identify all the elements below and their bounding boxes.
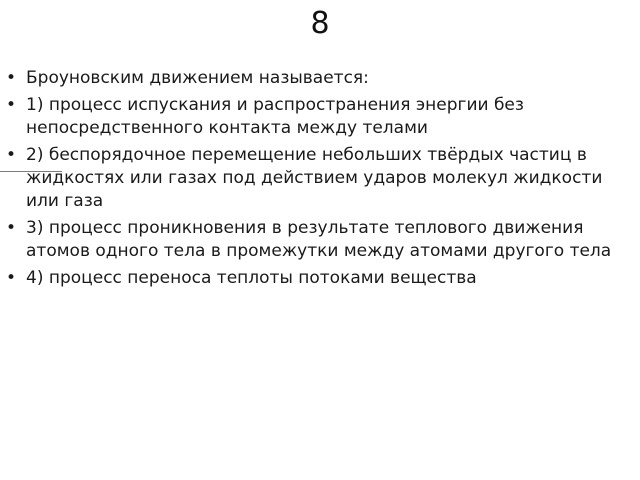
answer-option-text: 1) процесс испускания и распространения энергии без непосредственного контакта между телами (26, 95, 524, 138)
bullet-dot-icon: • (6, 145, 17, 165)
answer-option-4 (6, 267, 626, 290)
bullet-dot-icon: • (6, 268, 17, 288)
answer-option-2 (6, 144, 626, 213)
question-text: Броуновским движением называется: (26, 68, 369, 88)
answer-option-text: 3) процесс проникновения в результате теплового движения атомов одного тела в промежутки между атомами другого тела (26, 218, 612, 261)
question-prompt (6, 67, 626, 90)
bullet-list (6, 67, 626, 294)
answer-option-3 (6, 217, 626, 263)
bullet-dot-icon: • (6, 218, 17, 238)
answer-option-text: 4) процесс переноса теплоты потоками вещества (26, 268, 477, 288)
slide-title: 8 (310, 6, 330, 41)
answer-option-1 (6, 94, 626, 140)
bullet-dot-icon: • (6, 95, 17, 115)
bullet-dot-icon: • (6, 68, 17, 88)
answer-option-text: 2) беспорядочное перемещение небольших твёрдых частиц в жидкостях или газах под действием ударов молекул жидкости или газа (26, 145, 603, 211)
